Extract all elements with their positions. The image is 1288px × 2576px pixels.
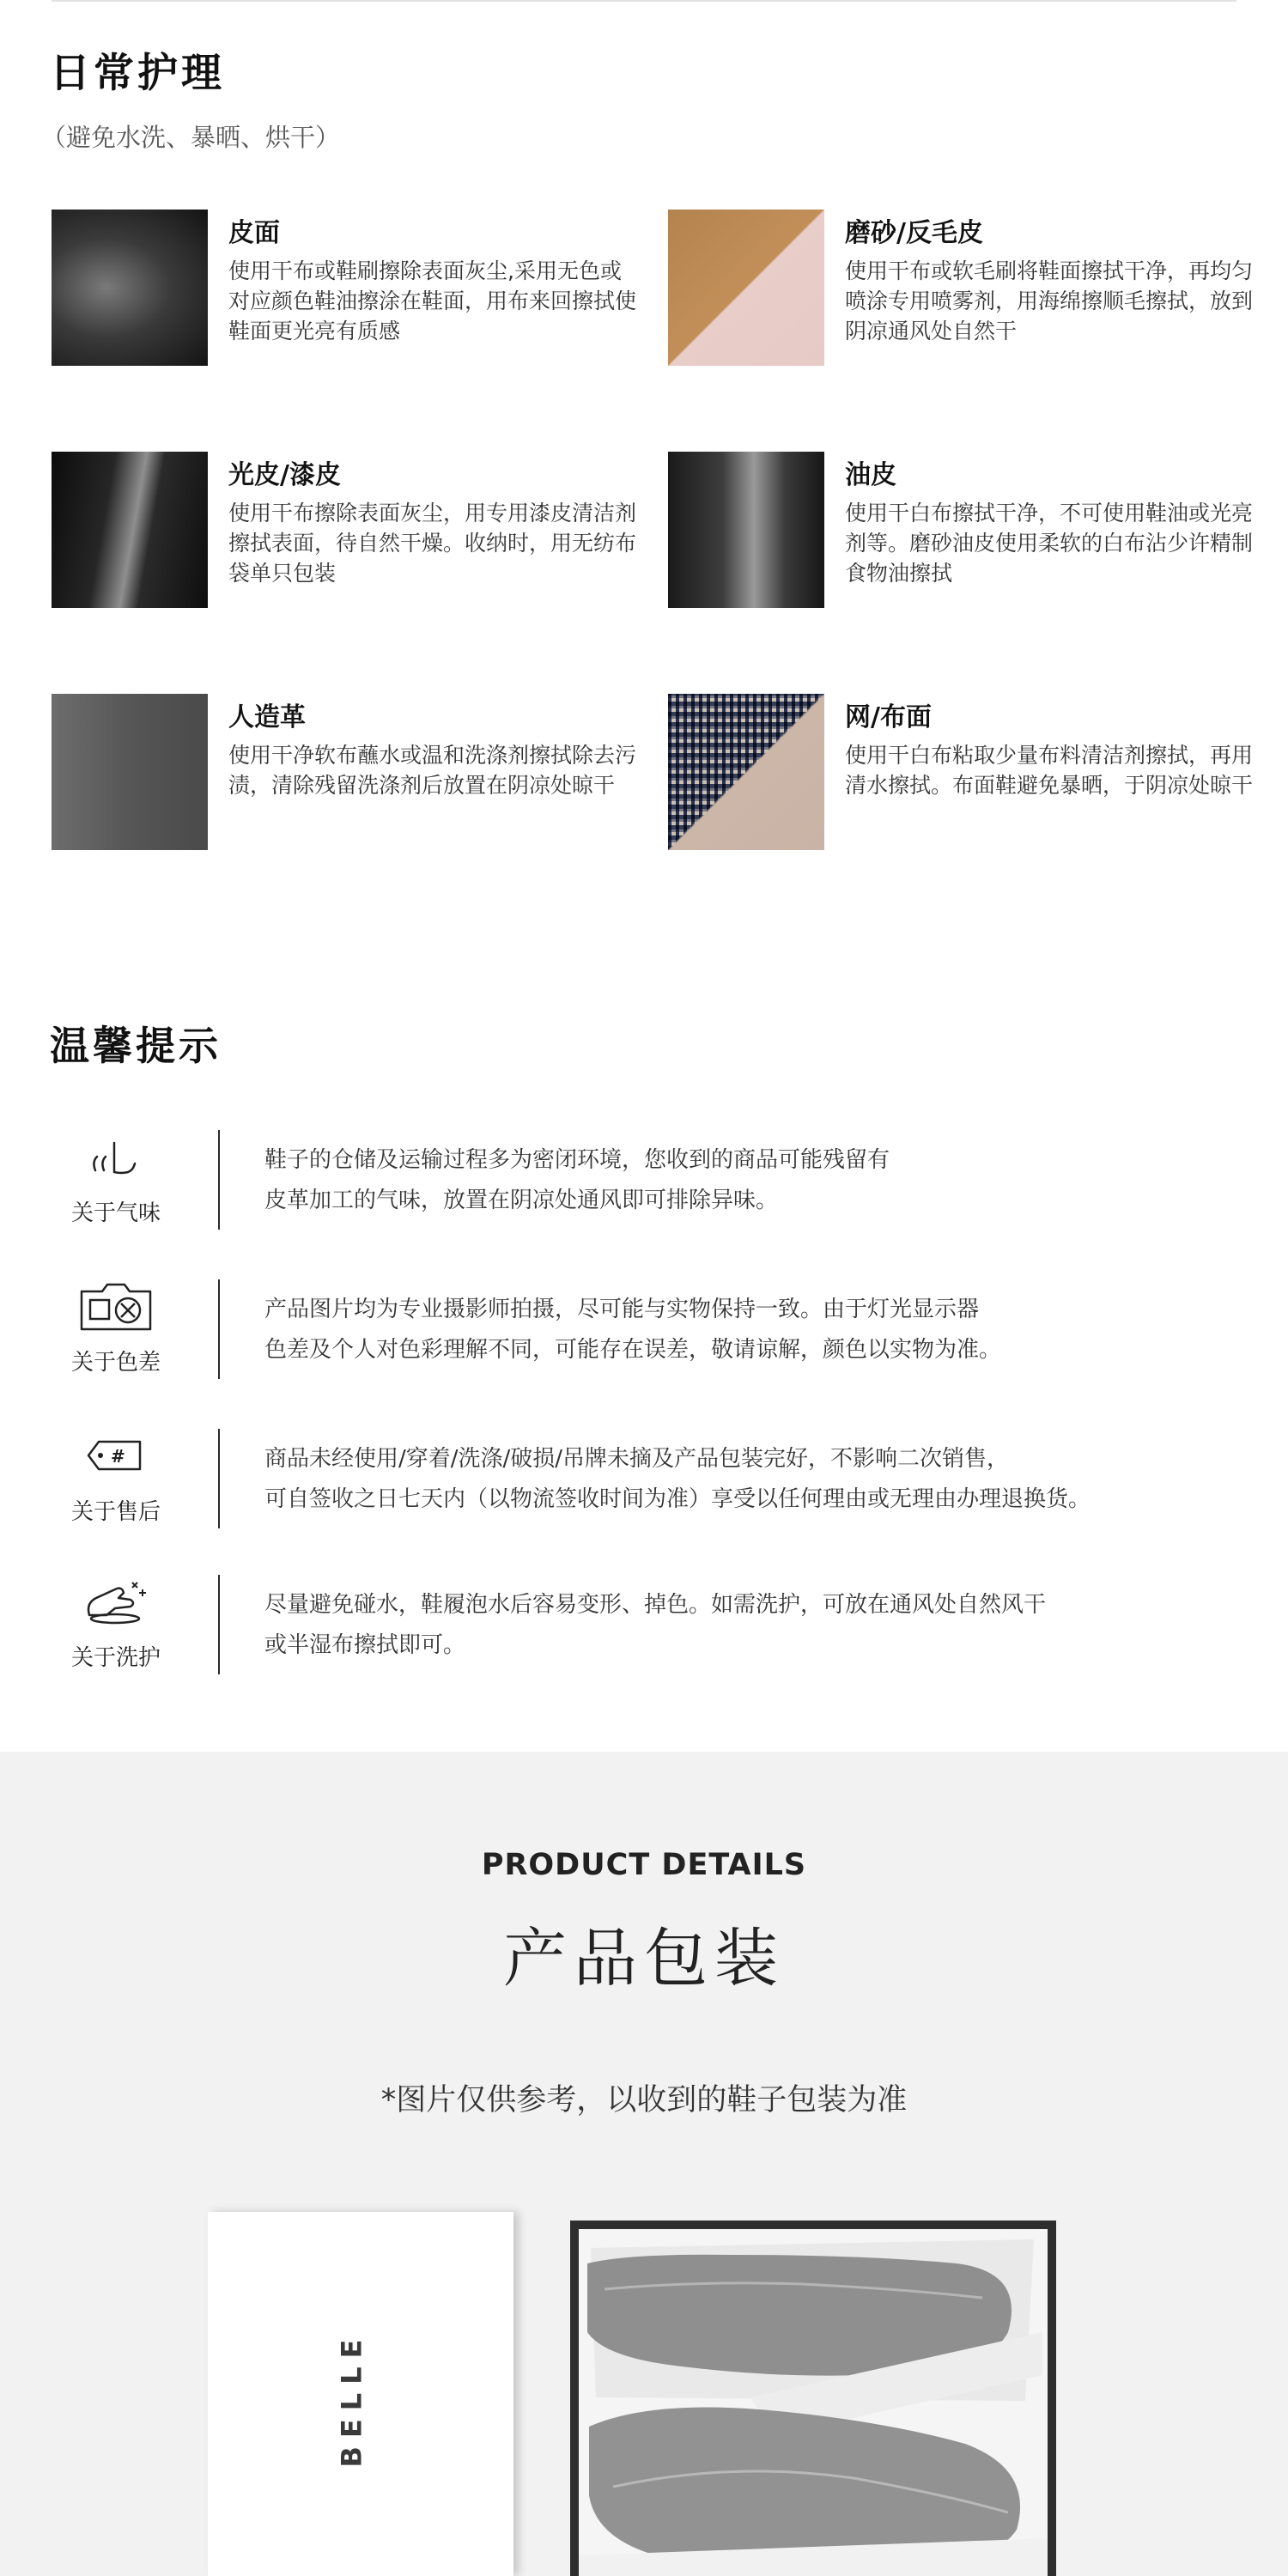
tip-text-line: 商品未经使用/穿着/洗涤/破损/吊牌未摘及产品包装完好，不影响二次销售， (264, 1446, 1010, 1472)
top-divider (52, 0, 1236, 2)
care-item-text: 使用干布擦除表面灰尘，用专用漆皮清洁剂擦拭表面，待自然干燥。收纳时，用无纺布袋单只包装 (228, 501, 637, 586)
tip-label: 关于气味 (70, 1200, 161, 1226)
tip-text-line: 色差及个人对色彩理解不同，可能存在误差，敬请谅解，颜色以实物为准。 (264, 1337, 1002, 1363)
tip-row-after-sales (0, 1429, 1288, 1532)
tip-row-color (0, 1279, 1288, 1382)
care-item-patent (52, 452, 644, 615)
tip-text-line: 皮革加工的气味，放置在阴凉处通风即可排除异味。 (264, 1188, 779, 1213)
tip-text-line: 产品图片均为专业摄影师拍摄，尽可能与实物保持一致。由于灯光显示器 (264, 1297, 980, 1322)
tip-text (264, 1140, 1252, 1221)
care-item-leather (52, 210, 644, 373)
care-item-name: 皮面 (228, 218, 280, 248)
leather-swatch-image (52, 210, 208, 366)
tip-text (264, 1439, 1252, 1520)
suede-swatch-image (668, 210, 824, 366)
shoe-box-image (570, 2221, 1056, 2576)
tip-divider (218, 1130, 220, 1230)
care-item-fabric (668, 694, 1261, 857)
care-item-text: 使用干净软布蘸水或温和洗涤剂擦拭除去污渍，清除残留洗涤剂后放置在阴凉处晾干 (228, 743, 637, 798)
care-item-name: 磨砂/反毛皮 (845, 218, 983, 248)
product-details-heading-cn: 产品包装 (503, 1922, 785, 1996)
tip-row-smell (0, 1130, 1288, 1233)
wrapped-shoes-illustration (579, 2229, 1048, 2576)
product-details-heading-en: PRODUCT DETAILS (481, 1848, 807, 1882)
wash-icon (69, 1575, 163, 1628)
care-item-oiled (668, 452, 1261, 615)
tip-divider (218, 1279, 220, 1379)
tip-label: 关于售后 (70, 1499, 161, 1525)
care-item-suede (668, 210, 1261, 373)
care-item-synthetic (52, 694, 644, 857)
packaging-note: *图片仅供参考，以收到的鞋子包装为准 (380, 2083, 908, 2117)
tip-divider (218, 1429, 220, 1528)
oiled-leather-swatch-image (668, 452, 824, 608)
care-item-text: 使用干白布粘取少量布料清洁剂擦拭，再用清水擦拭。布面鞋避免暴晒，于阴凉处晾干 (845, 743, 1254, 798)
tip-text-line: 或半湿布擦拭即可。 (264, 1632, 466, 1658)
daily-care-subtitle: （避免水洗、暴晒、烘干） (41, 123, 341, 152)
tip-divider (218, 1575, 220, 1674)
care-item-name: 网/布面 (845, 702, 932, 732)
care-item-text: 使用干布或鞋刷擦除表面灰尘,采用无色或对应颜色鞋油擦涂在鞋面，用布来回擦拭使鞋面更光亮有质感 (228, 258, 637, 343)
daily-care-title: 日常护理 (50, 50, 225, 97)
tip-text (264, 1290, 1252, 1370)
shoe-box-inner (579, 2229, 1048, 2576)
care-item-text: 使用干白布擦拭干净，不可使用鞋油或光亮剂等。磨砂油皮使用柔软的白布沾少许精制食物油擦拭 (845, 501, 1254, 586)
care-item-name: 光皮/漆皮 (228, 460, 341, 490)
care-item-name: 油皮 (845, 460, 896, 490)
smell-icon (69, 1130, 163, 1183)
camera-icon (69, 1279, 163, 1333)
patent-leather-swatch-image (52, 452, 208, 608)
tag-icon (69, 1429, 163, 1482)
tip-row-washing (0, 1575, 1288, 1678)
care-item-name: 人造革 (228, 702, 306, 732)
tip-text-line: 可自签收之日七天内（以物流签收时间为准）享受以任何理由或无理由办理退换货。 (264, 1486, 1091, 1512)
tip-label: 关于色差 (70, 1350, 161, 1376)
tips-title: 温馨提示 (50, 1023, 222, 1069)
svg-text:#: # (111, 1446, 125, 1467)
tip-text-line: 尽量避免碰水，鞋履泡水后容易变形、掉色。如需洗护，可放在通风处自然风干 (264, 1592, 1047, 1618)
brand-logo-text: BELLE (335, 2330, 368, 2468)
tip-label: 关于洗护 (70, 1645, 161, 1671)
fabric-swatch-image (668, 694, 824, 850)
tip-text-line: 鞋子的仓储及运输过程多为密闭环境，您收到的商品可能残留有 (264, 1147, 890, 1173)
tip-text (264, 1585, 1252, 1666)
care-item-text: 使用干布或软毛刷将鞋面擦拭干净，再均匀喷涂专用喷雾剂，用海绵擦顺毛擦拭，放到阴凉通风处自然干 (845, 258, 1254, 343)
synthetic-leather-swatch-image (52, 694, 208, 850)
